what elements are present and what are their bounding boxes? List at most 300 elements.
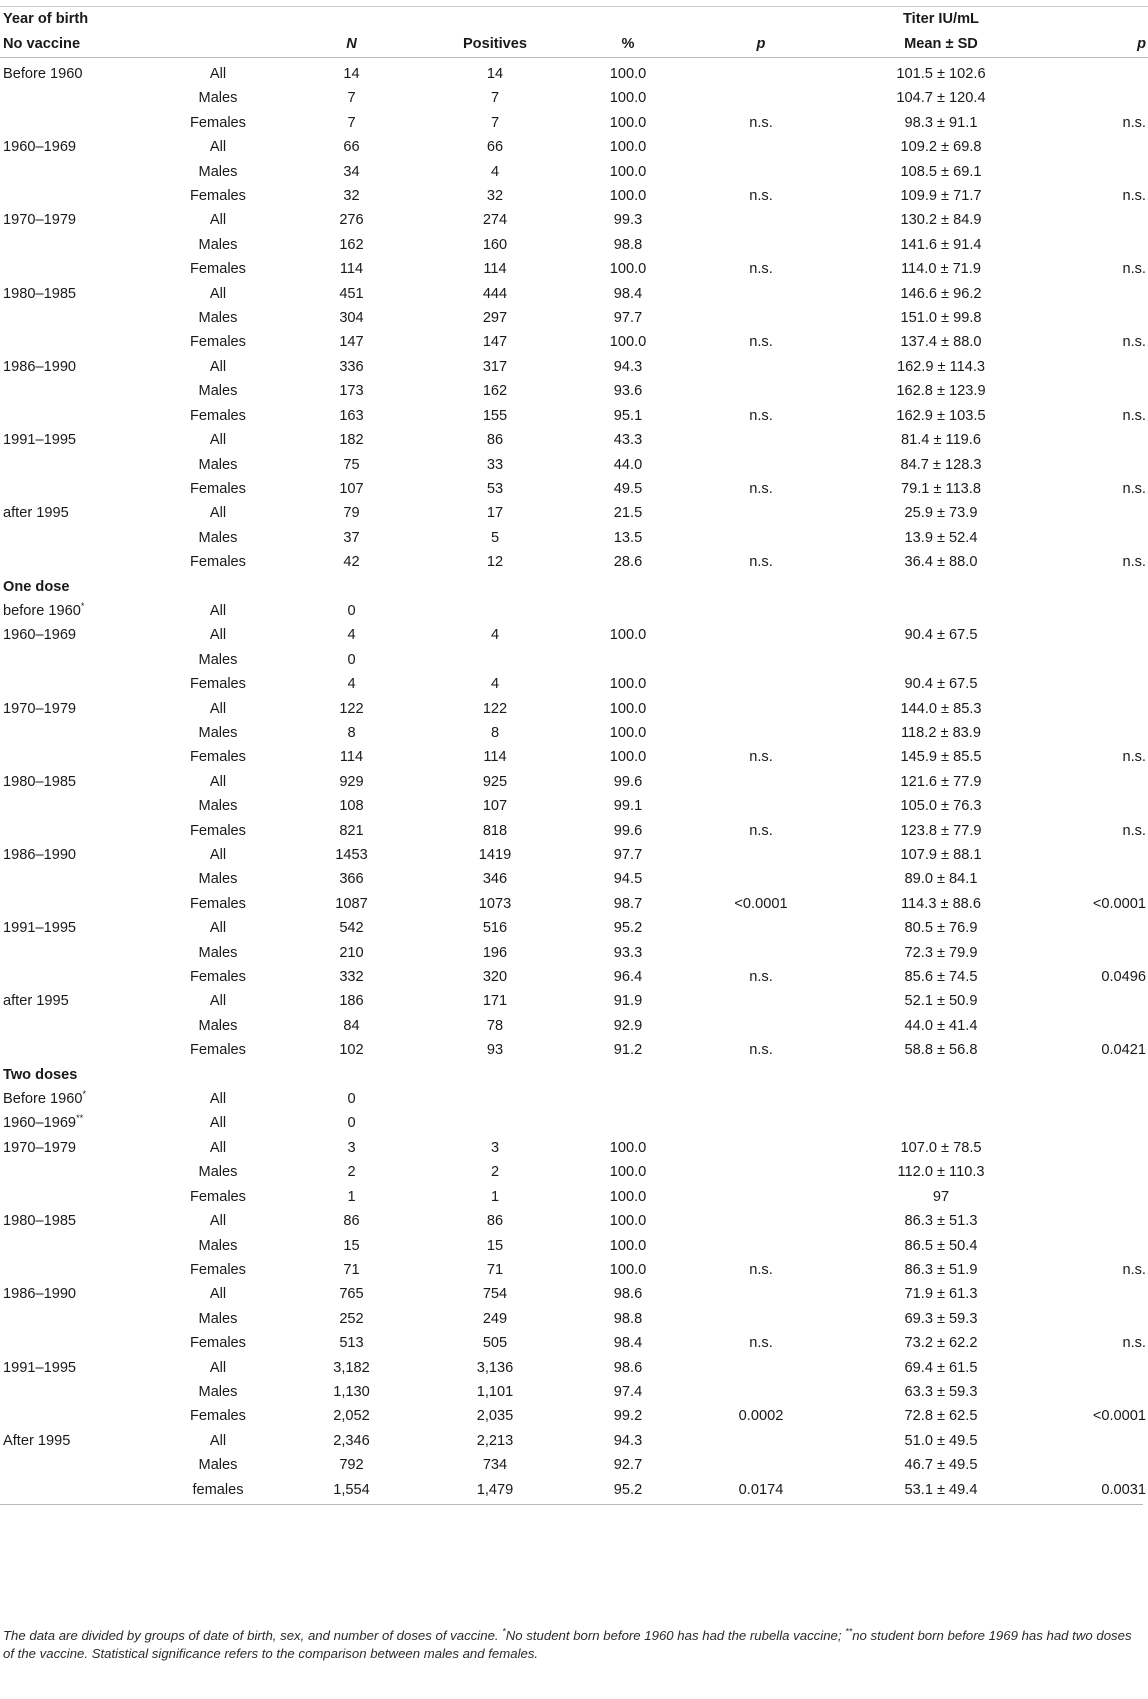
table-row	[0, 1478, 1148, 1502]
cell-year: 1980–1985	[3, 1213, 77, 1230]
cell-sex: Males	[198, 1164, 238, 1181]
cell-titer: 151.0 ± 99.8	[900, 310, 982, 327]
cell-year: 1970–1979	[3, 1139, 77, 1156]
table-row	[0, 428, 1148, 452]
cell-positives: 4	[490, 676, 500, 693]
cell-p-titer	[1056, 282, 1148, 306]
cell-p	[696, 623, 826, 647]
cell-percent: 96.4	[613, 969, 643, 986]
cell-positives: 1073	[478, 895, 512, 912]
cell-titer: 58.8 ± 56.8	[904, 1042, 978, 1059]
cell-year	[0, 1380, 163, 1404]
cell-titer: 25.9 ± 73.9	[904, 505, 978, 522]
serology-table	[0, 6, 1148, 1502]
cell-p-titer: 0.0421	[1101, 1042, 1146, 1059]
table-row	[0, 1429, 1148, 1453]
cell-titer: 162.8 ± 123.9	[896, 383, 986, 400]
cell-percent: 100.0	[609, 163, 647, 180]
cell-sex: All	[209, 212, 227, 229]
cell-sex: All	[209, 358, 227, 375]
cell-p	[696, 526, 826, 550]
cell-titer: 162.9 ± 103.5	[896, 407, 986, 424]
cell-n: 2,052	[333, 1408, 370, 1425]
cell-year	[0, 1258, 163, 1282]
table-row	[0, 770, 1148, 794]
cell-positives: 3	[490, 1139, 500, 1156]
table-row	[0, 501, 1148, 525]
cell-year	[0, 867, 163, 891]
cell-positives: 162	[482, 383, 508, 400]
cell-titer: 109.2 ± 69.8	[900, 139, 982, 156]
cell-n: 107	[339, 480, 364, 497]
cell-sex: Males	[198, 456, 238, 473]
cell-titer: 104.7 ± 120.4	[896, 90, 986, 107]
header-mean-sd: Mean ± SD	[826, 32, 1056, 58]
cell-positives: 2	[490, 1164, 500, 1181]
cell-percent: 94.3	[613, 358, 643, 375]
cell-p-titer	[1056, 989, 1148, 1013]
cell-p	[696, 233, 826, 257]
cell-titer: 98.3 ± 91.1	[904, 114, 978, 131]
cell-percent	[560, 599, 696, 623]
cell-p-titer	[1056, 1380, 1148, 1404]
cell-percent: 100.0	[609, 749, 647, 766]
cell-sex: Females	[190, 1261, 246, 1278]
table-row	[0, 1209, 1148, 1233]
cell-p-titer: n.s.	[1122, 554, 1146, 571]
cell-titer: 79.1 ± 113.8	[901, 480, 981, 497]
cell-n: 182	[339, 432, 364, 449]
cell-positives: 516	[482, 920, 508, 937]
cell-year	[0, 1234, 163, 1258]
cell-titer: 97	[932, 1188, 950, 1205]
table-row	[0, 208, 1148, 232]
table-row	[0, 379, 1148, 403]
cell-positives: 7	[490, 114, 500, 131]
cell-p: n.s.	[749, 407, 773, 424]
cell-titer: 69.3 ± 59.3	[904, 1310, 978, 1327]
cell-positives: 7	[490, 90, 500, 107]
cell-percent: 99.2	[613, 1408, 643, 1425]
cell-p: n.s.	[749, 969, 773, 986]
cell-sex: All	[209, 505, 227, 522]
table-row	[0, 697, 1148, 721]
table-row	[0, 1282, 1148, 1306]
cell-positives: 818	[482, 822, 508, 839]
cell-positives: 86	[486, 1213, 504, 1230]
cell-n: 32	[343, 188, 360, 205]
cell-n: 114	[339, 261, 364, 278]
table-row	[0, 1331, 1148, 1355]
cell-positives: 754	[482, 1286, 508, 1303]
cell-positives	[430, 599, 560, 623]
cell-titer: 81.4 ± 119.6	[901, 432, 981, 449]
cell-p-titer	[1056, 86, 1148, 110]
cell-p-titer	[1056, 1282, 1148, 1306]
cell-n: 163	[339, 407, 364, 424]
table-row	[0, 1087, 1148, 1111]
header-percent: %	[560, 32, 696, 58]
cell-percent: 100.0	[609, 334, 647, 351]
cell-p: n.s.	[749, 261, 773, 278]
cell-p	[696, 916, 826, 940]
cell-positives: 122	[482, 700, 508, 717]
cell-positives: 114	[483, 261, 507, 278]
cell-positives: 2,035	[476, 1408, 514, 1425]
cell-positives	[430, 1087, 560, 1111]
cell-sex: Males	[198, 529, 238, 546]
cell-titer: 86.3 ± 51.3	[904, 1213, 978, 1230]
cell-sex: Males	[198, 310, 238, 327]
cell-p-titer	[1056, 697, 1148, 721]
cell-percent: 95.2	[613, 920, 643, 937]
cell-titer: 144.0 ± 85.3	[900, 700, 982, 717]
cell-percent: 100.0	[609, 66, 647, 82]
cell-year: Before 1960	[3, 66, 83, 82]
cell-titer: 85.6 ± 74.5	[904, 969, 978, 986]
table-row	[0, 867, 1148, 891]
cell-percent: 98.4	[613, 285, 643, 302]
cell-p	[696, 208, 826, 232]
cell-n: 3,182	[333, 1359, 370, 1376]
cell-year: 1980–1985	[3, 285, 77, 302]
cell-percent: 95.1	[613, 407, 643, 424]
cell-year	[0, 721, 163, 745]
cell-titer: 107.0 ± 78.5	[900, 1139, 982, 1156]
cell-sex: Males	[198, 1310, 238, 1327]
cell-percent: 98.6	[613, 1286, 643, 1303]
cell-sex: All	[209, 1139, 227, 1156]
cell-p-titer	[1056, 1111, 1148, 1135]
table-row	[0, 623, 1148, 647]
cell-n: 929	[339, 773, 364, 790]
cell-titer: 80.5 ± 76.9	[904, 920, 978, 937]
cell-sex: females	[192, 1481, 244, 1498]
cell-positives: 17	[486, 505, 504, 522]
cell-titer: 72.8 ± 62.5	[904, 1408, 978, 1425]
table-body	[0, 58, 1148, 1502]
cell-n: 0	[347, 602, 356, 619]
cell-p-titer	[1056, 1453, 1148, 1477]
cell-p-titer	[1056, 526, 1148, 550]
cell-positives: 317	[482, 358, 508, 375]
cell-n: 42	[343, 554, 360, 571]
cell-percent: 43.3	[613, 432, 643, 449]
table-row	[0, 1380, 1148, 1404]
cell-p: <0.0001	[734, 895, 788, 912]
cell-p	[696, 1111, 826, 1135]
cell-percent: 100.0	[609, 676, 647, 693]
table-row	[0, 135, 1148, 159]
cell-positives: 71	[486, 1261, 504, 1278]
cell-titer: 63.3 ± 59.3	[904, 1383, 978, 1400]
cell-n: 122	[339, 700, 364, 717]
cell-positives: 66	[486, 139, 504, 156]
cell-p: n.s.	[749, 1042, 773, 1059]
header-year-of-birth: Year of birth	[0, 7, 163, 33]
table-row	[0, 526, 1148, 550]
cell-percent: 100.0	[609, 700, 647, 717]
cell-year: 1970–1979	[3, 700, 77, 717]
cell-p	[696, 306, 826, 330]
cell-n: 0	[347, 1115, 356, 1132]
cell-positives: 1	[490, 1188, 500, 1205]
cell-titer: 73.2 ± 62.2	[904, 1335, 978, 1352]
cell-n: 210	[339, 944, 364, 961]
header-positives: Positives	[430, 32, 560, 58]
cell-positives: 1419	[478, 847, 512, 863]
cell-year: 1991–1995	[3, 1359, 77, 1376]
cell-percent: 49.5	[613, 480, 643, 497]
table-row	[0, 892, 1148, 916]
cell-percent: 91.2	[613, 1042, 643, 1059]
cell-p	[696, 1307, 826, 1331]
cell-year	[0, 965, 163, 989]
cell-n: 186	[339, 993, 364, 1010]
cell-titer: 101.5 ± 102.6	[896, 66, 986, 82]
cell-sex: Males	[198, 236, 238, 253]
cell-p	[696, 1234, 826, 1258]
cell-year: After 1995	[3, 1432, 71, 1449]
table-row	[0, 745, 1148, 769]
header-no-vaccine: No vaccine	[0, 32, 163, 58]
cell-p	[696, 1380, 826, 1404]
cell-n: 451	[339, 285, 364, 302]
cell-positives: 734	[482, 1457, 508, 1474]
cell-titer: 114.0 ± 71.9	[901, 261, 981, 278]
cell-p-titer	[1056, 770, 1148, 794]
cell-p	[696, 867, 826, 891]
cell-year	[0, 892, 163, 916]
cell-positives: 107	[482, 798, 508, 815]
table-row	[0, 306, 1148, 330]
cell-percent: 99.1	[613, 798, 643, 815]
table-row	[0, 819, 1148, 843]
cell-percent: 99.6	[613, 822, 643, 839]
cell-n: 86	[343, 1213, 360, 1230]
cell-sex: All	[209, 1286, 227, 1303]
cell-sex: Females	[190, 114, 246, 131]
cell-p-titer: n.s.	[1122, 1261, 1146, 1278]
cell-p	[696, 794, 826, 818]
cell-sex: Males	[198, 724, 238, 741]
cell-p-titer	[1056, 599, 1148, 623]
table-row	[0, 1160, 1148, 1184]
cell-p-titer: 0.0496	[1101, 969, 1146, 986]
table-row	[0, 111, 1148, 135]
cell-percent: 100.0	[609, 114, 647, 131]
cell-n: 8	[347, 724, 356, 741]
cell-p-titer	[1056, 1087, 1148, 1111]
cell-p	[696, 1014, 826, 1038]
cell-percent	[560, 1111, 696, 1135]
cell-positives: 160	[482, 236, 508, 253]
cell-year	[0, 550, 163, 574]
cell-p: n.s.	[749, 1261, 773, 1278]
table-row	[0, 404, 1148, 428]
cell-p-titer	[1056, 721, 1148, 745]
cell-titer: 72.3 ± 79.9	[904, 944, 978, 961]
cell-titer: 137.4 ± 88.0	[900, 334, 982, 351]
cell-n: 1,554	[333, 1481, 370, 1498]
cell-titer: 52.1 ± 50.9	[904, 993, 978, 1010]
cell-p-titer: n.s.	[1122, 822, 1146, 839]
cell-sex: All	[209, 920, 227, 937]
cell-p: 0.0174	[738, 1481, 784, 1498]
cell-positives: 14	[486, 66, 504, 82]
cell-p	[696, 648, 826, 672]
cell-titer: 108.5 ± 69.1	[900, 163, 982, 180]
cell-p-titer	[1056, 1307, 1148, 1331]
cell-titer: 107.9 ± 88.1	[900, 847, 982, 863]
cell-p	[696, 1136, 826, 1160]
cell-sex: All	[209, 1213, 227, 1230]
cell-percent: 93.6	[613, 383, 643, 400]
cell-titer: 109.9 ± 71.7	[900, 188, 982, 205]
table-row	[0, 1404, 1148, 1428]
cell-titer: 112.0 ± 110.3	[897, 1164, 985, 1181]
cell-p	[696, 1356, 826, 1380]
cell-year	[0, 379, 163, 403]
cell-sex: Males	[198, 1457, 238, 1474]
cell-year	[0, 184, 163, 208]
cell-p-titer	[1056, 306, 1148, 330]
table-row	[0, 965, 1148, 989]
cell-sex: All	[209, 993, 227, 1010]
cell-p-titer	[1056, 916, 1148, 940]
cell-sex: Females	[190, 334, 246, 351]
header-row-2	[0, 32, 1148, 58]
cell-year	[0, 819, 163, 843]
cell-year	[0, 648, 163, 672]
cell-p: n.s.	[749, 749, 773, 766]
cell-n: 1087	[335, 895, 368, 912]
cell-year	[0, 1014, 163, 1038]
cell-p-titer	[1056, 1356, 1148, 1380]
cell-year	[0, 1478, 163, 1502]
table-row	[0, 550, 1148, 574]
cell-percent: 100.0	[609, 627, 647, 644]
cell-year: after 1995	[3, 505, 69, 522]
cell-sex: All	[209, 847, 227, 863]
cell-n: 513	[339, 1335, 364, 1352]
cell-titer: 46.7 ± 49.5	[904, 1457, 978, 1474]
table-row	[0, 1258, 1148, 1282]
cell-p	[696, 1160, 826, 1184]
cell-titer	[826, 1111, 1056, 1135]
cell-positives: 274	[482, 212, 508, 229]
cell-year	[0, 1404, 163, 1428]
cell-percent: 92.9	[613, 1017, 643, 1034]
cell-sex: All	[209, 1359, 227, 1376]
cell-year: 1986–1990	[3, 1286, 77, 1303]
table-row	[0, 721, 1148, 745]
cell-p	[696, 1429, 826, 1453]
cell-p-titer	[1056, 941, 1148, 965]
cell-sex: Females	[190, 554, 246, 571]
cell-p	[696, 379, 826, 403]
cell-p	[696, 1087, 826, 1111]
cell-percent: 100.0	[609, 1237, 647, 1254]
cell-sex: Males	[198, 383, 238, 400]
cell-p	[696, 355, 826, 379]
cell-year: 1960–1969	[3, 139, 77, 156]
cell-n: 102	[339, 1042, 364, 1059]
cell-sex: Males	[198, 163, 238, 180]
cell-p-titer	[1056, 1014, 1148, 1038]
cell-percent: 99.6	[613, 773, 643, 790]
cell-positives: 4	[490, 627, 500, 644]
cell-year	[0, 477, 163, 501]
cell-positives: 2,213	[476, 1432, 514, 1449]
cell-n: 3	[347, 1139, 356, 1156]
cell-p-titer: n.s.	[1122, 749, 1146, 766]
cell-sex: All	[209, 1115, 227, 1132]
cell-percent: 100.0	[609, 188, 647, 205]
section-label: One dose	[3, 578, 70, 595]
table-row	[0, 672, 1148, 696]
cell-sex: All	[209, 627, 227, 644]
cell-n: 332	[339, 969, 364, 986]
cell-positives: 171	[482, 993, 508, 1010]
cell-n: 336	[339, 358, 364, 375]
cell-p-titer	[1056, 672, 1148, 696]
cell-p: n.s.	[749, 480, 773, 497]
table-row	[0, 257, 1148, 281]
cell-positives: 196	[482, 944, 508, 961]
cell-year: 1960–1969**	[3, 1113, 84, 1132]
cell-titer: 84.7 ± 128.3	[900, 456, 982, 473]
cell-sex: Females	[190, 480, 246, 497]
cell-titer: 123.8 ± 77.9	[900, 822, 982, 839]
cell-year	[0, 672, 163, 696]
cell-year	[0, 453, 163, 477]
cell-titer: 141.6 ± 91.4	[900, 236, 982, 253]
table-row	[0, 355, 1148, 379]
cell-p	[696, 770, 826, 794]
table-row	[0, 1111, 1148, 1135]
table-row	[0, 160, 1148, 184]
cell-p: n.s.	[749, 554, 773, 571]
cell-n: 765	[339, 1286, 364, 1303]
cell-p	[696, 86, 826, 110]
cell-sex: Males	[198, 1383, 238, 1400]
cell-positives: 4	[490, 163, 500, 180]
cell-p-titer: n.s.	[1122, 188, 1146, 205]
cell-percent: 44.0	[613, 456, 643, 473]
cell-p	[696, 1453, 826, 1477]
cell-n: 84	[343, 1017, 360, 1034]
cell-p	[696, 989, 826, 1013]
cell-year	[0, 745, 163, 769]
cell-year	[0, 794, 163, 818]
cell-sex: Females	[190, 407, 246, 424]
cell-n: 0	[347, 1091, 356, 1108]
cell-percent: 100.0	[609, 724, 647, 741]
cell-year	[0, 1160, 163, 1184]
cell-year	[0, 330, 163, 354]
cell-positives: 155	[482, 407, 508, 424]
cell-p-titer	[1056, 1136, 1148, 1160]
cell-n: 75	[343, 456, 360, 473]
section-row	[0, 1063, 1148, 1087]
cell-p-titer	[1056, 1209, 1148, 1233]
cell-year: after 1995	[3, 993, 69, 1010]
cell-percent: 98.7	[613, 895, 643, 912]
cell-percent: 98.6	[613, 1359, 643, 1376]
table-row	[0, 1038, 1148, 1062]
cell-p-titer	[1056, 135, 1148, 159]
